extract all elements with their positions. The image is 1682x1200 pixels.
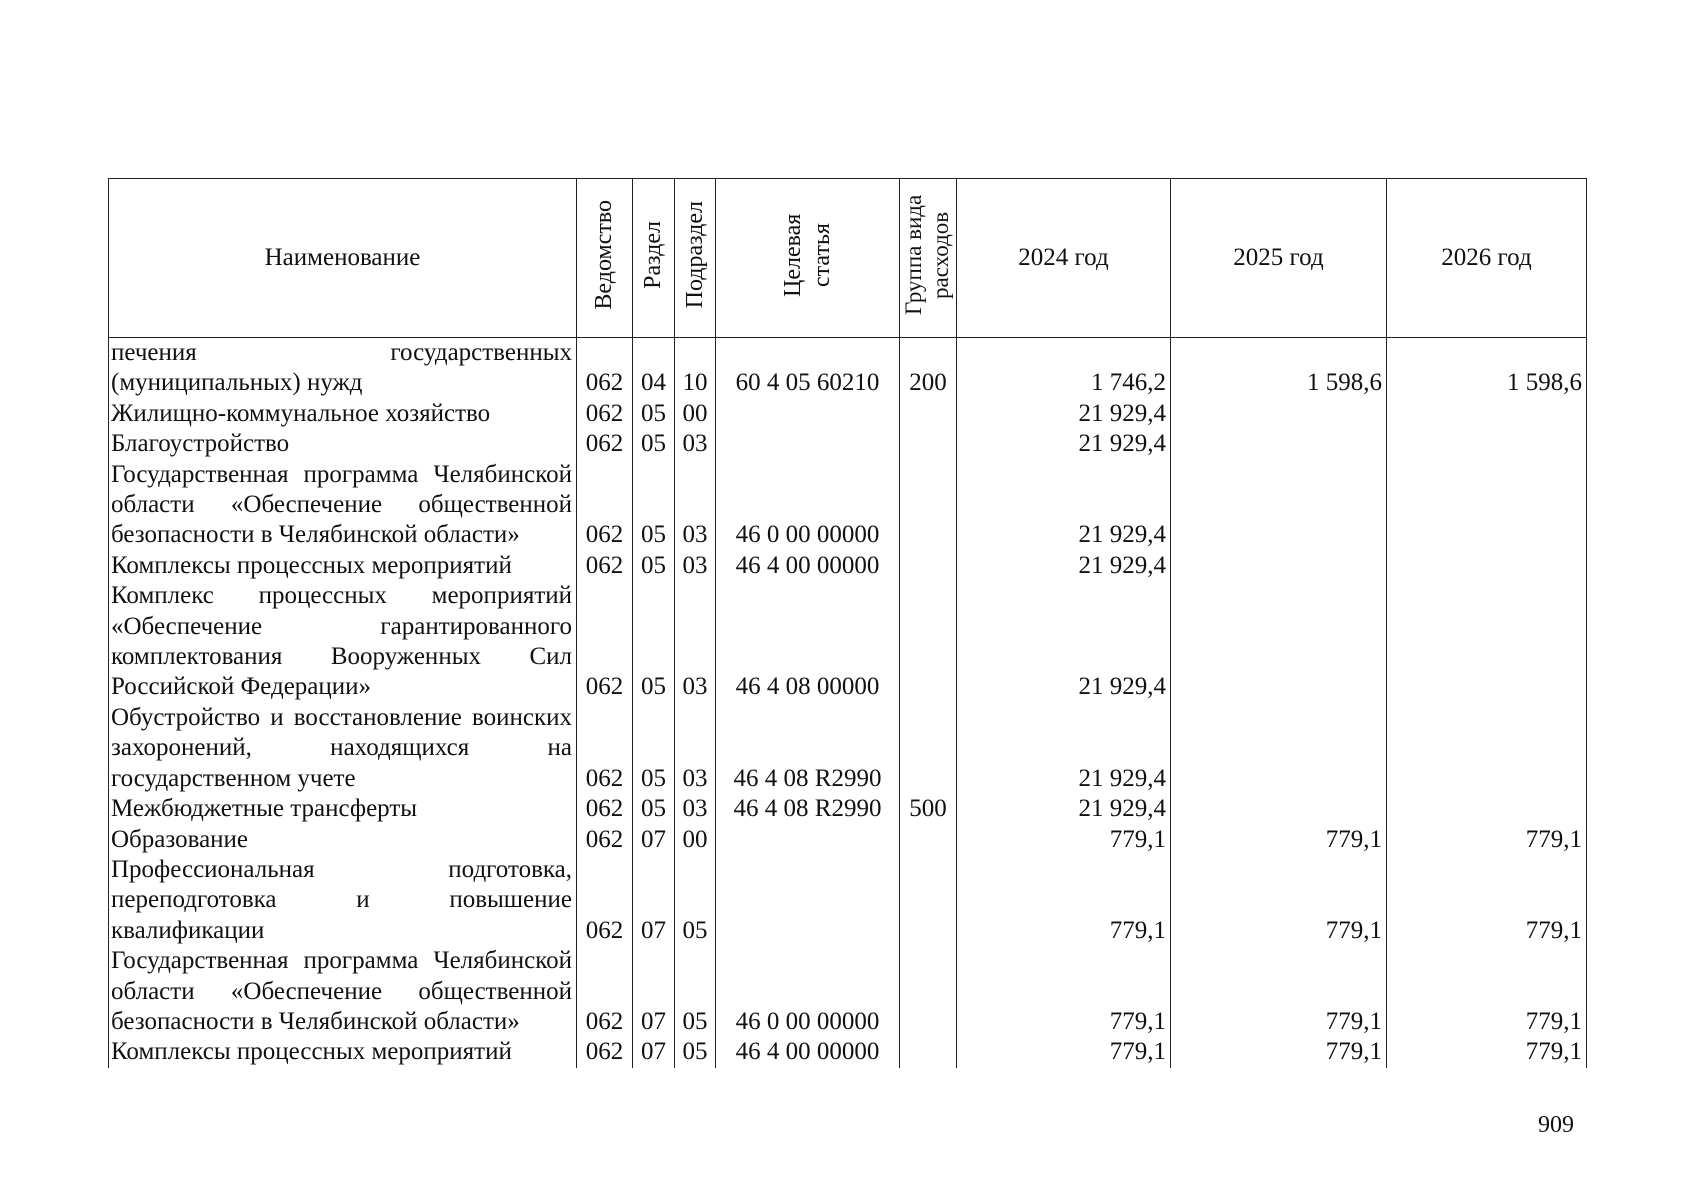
cell-razdel: 04 bbox=[633, 338, 675, 399]
header-2024: 2024 год bbox=[957, 179, 1171, 338]
table-row bbox=[109, 1037, 1587, 1067]
cell-celevaya: 46 4 00 00000 bbox=[716, 551, 900, 581]
cell-name: Обустройство и восстановление воинских захоронений, находящихся на государственном учете bbox=[109, 703, 577, 794]
cell-vedomstvo: 062 bbox=[577, 399, 633, 429]
cell-2025: 779,1 bbox=[1171, 825, 1387, 855]
cell-2024: 779,1 bbox=[957, 855, 1171, 946]
header-name: Наименование bbox=[109, 179, 577, 338]
cell-vedomstvo: 062 bbox=[577, 794, 633, 824]
table-row bbox=[109, 855, 1587, 946]
cell-2024: 779,1 bbox=[957, 1037, 1171, 1067]
cell-name: Межбюджетные трансферты bbox=[109, 794, 577, 824]
cell-celevaya bbox=[716, 855, 900, 946]
header-2025: 2025 год bbox=[1171, 179, 1387, 338]
cell-2026: 779,1 bbox=[1387, 1037, 1587, 1067]
cell-razdel: 07 bbox=[633, 855, 675, 946]
header-razdel: Раздел bbox=[633, 179, 675, 338]
cell-gruppa bbox=[900, 429, 957, 459]
cell-podrazdel: 03 bbox=[675, 429, 716, 459]
cell-2024: 21 929,4 bbox=[957, 581, 1171, 703]
cell-vedomstvo: 062 bbox=[577, 429, 633, 459]
cell-celevaya bbox=[716, 429, 900, 459]
cell-2025 bbox=[1171, 581, 1387, 703]
cell-vedomstvo: 062 bbox=[577, 946, 633, 1037]
cell-2024: 21 929,4 bbox=[957, 399, 1171, 429]
header-podrazdel: Подраздел bbox=[675, 179, 716, 338]
cell-celevaya bbox=[716, 825, 900, 855]
cell-razdel: 05 bbox=[633, 460, 675, 551]
cell-gruppa: 500 bbox=[900, 794, 957, 824]
table-row bbox=[109, 703, 1587, 794]
cell-gruppa bbox=[900, 460, 957, 551]
cell-name: Государственная программа Челябинской области «Обеспечение общественной безопасности в Челябинской области» bbox=[109, 460, 577, 551]
cell-gruppa bbox=[900, 825, 957, 855]
table-body bbox=[109, 338, 1587, 1068]
cell-podrazdel: 03 bbox=[675, 794, 716, 824]
cell-2026 bbox=[1387, 794, 1587, 824]
cell-name: Комплексы процессных мероприятий bbox=[109, 1037, 577, 1067]
cell-2025 bbox=[1171, 460, 1387, 551]
cell-celevaya bbox=[716, 399, 900, 429]
cell-2026 bbox=[1387, 399, 1587, 429]
cell-razdel: 07 bbox=[633, 946, 675, 1037]
cell-celevaya: 46 4 08 00000 bbox=[716, 581, 900, 703]
cell-razdel: 05 bbox=[633, 551, 675, 581]
cell-2025 bbox=[1171, 551, 1387, 581]
budget-table bbox=[108, 178, 1587, 1068]
cell-2025 bbox=[1171, 399, 1387, 429]
cell-podrazdel: 05 bbox=[675, 855, 716, 946]
cell-podrazdel: 03 bbox=[675, 460, 716, 551]
cell-name: Комплекс процессных мероприятий «Обеспечение гарантированного комплектования Вооруженных Сил Российской Федерации» bbox=[109, 581, 577, 703]
table-row bbox=[109, 825, 1587, 855]
cell-gruppa bbox=[900, 1037, 957, 1067]
cell-2026: 779,1 bbox=[1387, 825, 1587, 855]
cell-vedomstvo: 062 bbox=[577, 825, 633, 855]
cell-vedomstvo: 062 bbox=[577, 855, 633, 946]
cell-celevaya: 46 4 08 R2990 bbox=[716, 794, 900, 824]
cell-podrazdel: 03 bbox=[675, 551, 716, 581]
cell-vedomstvo: 062 bbox=[577, 581, 633, 703]
table-row bbox=[109, 338, 1587, 399]
cell-2024: 21 929,4 bbox=[957, 551, 1171, 581]
cell-podrazdel: 10 bbox=[675, 338, 716, 399]
cell-2025: 1 598,6 bbox=[1171, 338, 1387, 399]
cell-2026: 779,1 bbox=[1387, 946, 1587, 1037]
cell-razdel: 05 bbox=[633, 581, 675, 703]
cell-vedomstvo: 062 bbox=[577, 338, 633, 399]
cell-podrazdel: 05 bbox=[675, 1037, 716, 1067]
cell-gruppa bbox=[900, 551, 957, 581]
cell-podrazdel: 00 bbox=[675, 399, 716, 429]
header-gruppa: Группа вида расходов bbox=[900, 179, 957, 338]
cell-2025: 779,1 bbox=[1171, 1037, 1387, 1067]
page-number: 909 bbox=[1538, 1112, 1574, 1138]
cell-vedomstvo: 062 bbox=[577, 703, 633, 794]
cell-2025: 779,1 bbox=[1171, 946, 1387, 1037]
cell-2024: 21 929,4 bbox=[957, 429, 1171, 459]
header-celevaya: Целевая статья bbox=[716, 179, 900, 338]
cell-razdel: 05 bbox=[633, 429, 675, 459]
cell-2026 bbox=[1387, 551, 1587, 581]
cell-celevaya: 46 4 00 00000 bbox=[716, 1037, 900, 1067]
cell-gruppa bbox=[900, 946, 957, 1037]
cell-2025 bbox=[1171, 429, 1387, 459]
cell-razdel: 05 bbox=[633, 703, 675, 794]
cell-name: Государственная программа Челябинской области «Обеспечение общественной безопасности в Челябинской области» bbox=[109, 946, 577, 1037]
cell-2025: 779,1 bbox=[1171, 855, 1387, 946]
cell-2024: 779,1 bbox=[957, 825, 1171, 855]
cell-vedomstvo: 062 bbox=[577, 1037, 633, 1067]
cell-razdel: 05 bbox=[633, 399, 675, 429]
cell-gruppa bbox=[900, 399, 957, 429]
cell-2026 bbox=[1387, 581, 1587, 703]
cell-razdel: 07 bbox=[633, 1037, 675, 1067]
cell-razdel: 07 bbox=[633, 825, 675, 855]
cell-2024: 21 929,4 bbox=[957, 460, 1171, 551]
cell-podrazdel: 05 bbox=[675, 946, 716, 1037]
cell-2024: 21 929,4 bbox=[957, 794, 1171, 824]
cell-2024: 21 929,4 bbox=[957, 703, 1171, 794]
cell-vedomstvo: 062 bbox=[577, 551, 633, 581]
cell-name: Профессиональная подготовка, переподготовка и повышение квалификации bbox=[109, 855, 577, 946]
cell-2026 bbox=[1387, 429, 1587, 459]
header-vedomstvo: Ведомство bbox=[577, 179, 633, 338]
cell-vedomstvo: 062 bbox=[577, 460, 633, 551]
cell-podrazdel: 00 bbox=[675, 825, 716, 855]
cell-2026 bbox=[1387, 460, 1587, 551]
cell-name: печения государственных (муниципальных) нужд bbox=[109, 338, 577, 399]
cell-2026: 779,1 bbox=[1387, 855, 1587, 946]
cell-2025 bbox=[1171, 794, 1387, 824]
cell-celevaya: 46 0 00 00000 bbox=[716, 946, 900, 1037]
table-row bbox=[109, 429, 1587, 459]
cell-gruppa bbox=[900, 855, 957, 946]
cell-2026: 1 598,6 bbox=[1387, 338, 1587, 399]
table-header-row bbox=[109, 179, 1587, 338]
cell-celevaya: 46 4 08 R2990 bbox=[716, 703, 900, 794]
table-row bbox=[109, 581, 1587, 703]
cell-name: Образование bbox=[109, 825, 577, 855]
table-row bbox=[109, 794, 1587, 824]
cell-celevaya: 60 4 05 60210 bbox=[716, 338, 900, 399]
cell-gruppa: 200 bbox=[900, 338, 957, 399]
cell-gruppa bbox=[900, 703, 957, 794]
cell-name: Благоустройство bbox=[109, 429, 577, 459]
table-row bbox=[109, 551, 1587, 581]
table-row bbox=[109, 460, 1587, 551]
cell-name: Жилищно-коммунальное хозяйство bbox=[109, 399, 577, 429]
cell-name: Комплексы процессных мероприятий bbox=[109, 551, 577, 581]
header-2026: 2026 год bbox=[1387, 179, 1587, 338]
cell-podrazdel: 03 bbox=[675, 703, 716, 794]
cell-podrazdel: 03 bbox=[675, 581, 716, 703]
cell-2024: 779,1 bbox=[957, 946, 1171, 1037]
cell-celevaya: 46 0 00 00000 bbox=[716, 460, 900, 551]
table-row bbox=[109, 946, 1587, 1037]
cell-razdel: 05 bbox=[633, 794, 675, 824]
cell-2026 bbox=[1387, 703, 1587, 794]
cell-2025 bbox=[1171, 703, 1387, 794]
cell-2024: 1 746,2 bbox=[957, 338, 1171, 399]
cell-gruppa bbox=[900, 581, 957, 703]
table-row bbox=[109, 399, 1587, 429]
